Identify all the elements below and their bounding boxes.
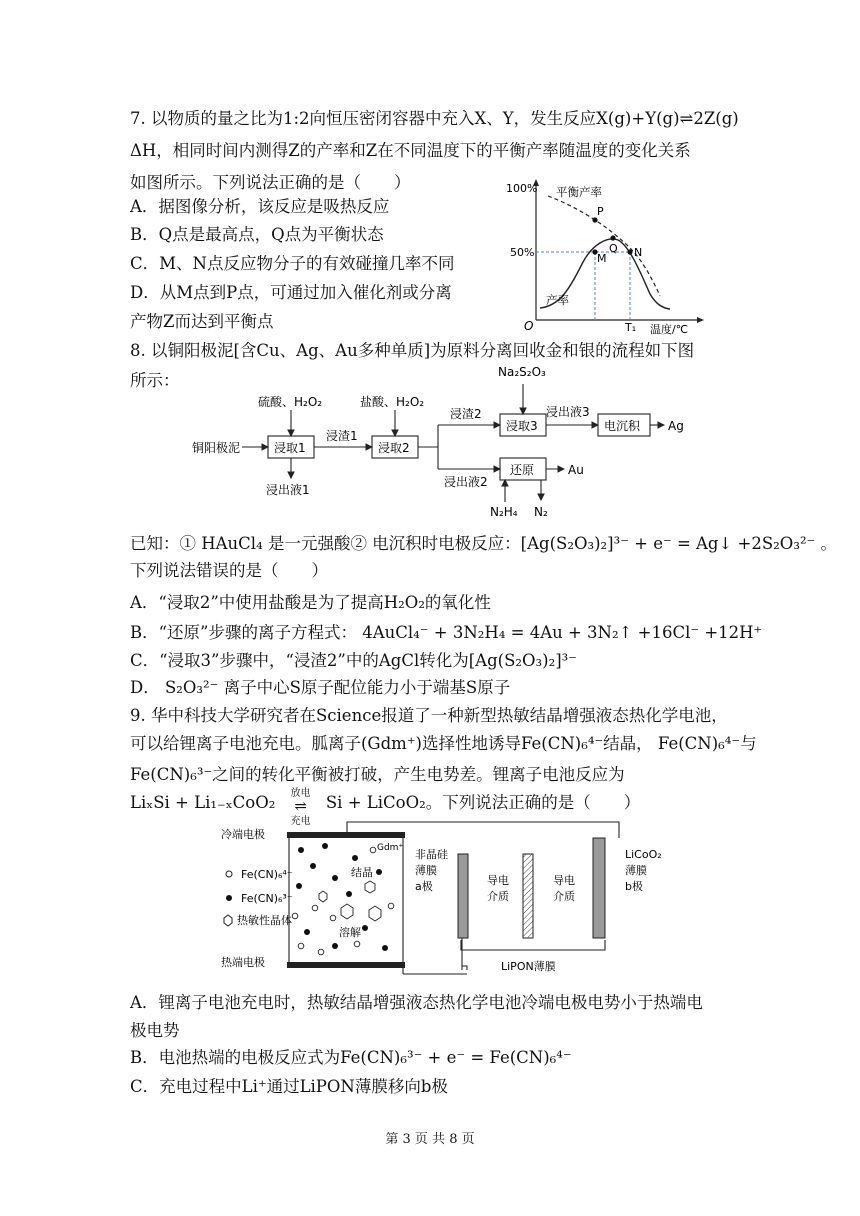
q7-option-b: B．Q点是最高点，Q点为平衡状态 xyxy=(130,225,384,244)
crystal-hexagons xyxy=(319,881,381,921)
label-box-reduce: 还原 xyxy=(510,463,535,477)
q9-reaction-left: LiₓSi + Li₁₋ₓCoO₂ xyxy=(130,793,276,812)
label-reagent1: 硫酸、H₂O₂ xyxy=(258,395,323,409)
q9-stem-line2: 可以给锂离子电池充电。胍离子(Gdm⁺)选择性地诱导Fe(CN)₆⁴⁻结晶， Fe(CN)₆⁴⁻与 xyxy=(130,734,757,753)
label-p: P xyxy=(597,205,604,218)
point-n xyxy=(627,249,632,254)
label-n: N xyxy=(634,246,643,259)
label-t1: T₁ xyxy=(625,321,637,334)
q9-battery-diagram xyxy=(215,820,685,980)
label-m: M xyxy=(597,252,607,265)
q8-stem-line2: 所示： xyxy=(130,371,180,390)
point-p xyxy=(592,217,597,222)
label-discharge: 放电 xyxy=(290,787,311,799)
label-50: 50% xyxy=(510,246,535,259)
q8-option-b: B．“还原”步骤的离子方程式： 4AuCl₄⁻ + 3N₂H₄ = 4Au + 3N₂↑ +16Cl⁻ +12H⁺ xyxy=(130,623,763,642)
cold-electrode xyxy=(287,832,405,838)
label-conductor1-line2: 介质 xyxy=(487,890,509,903)
label-temperature: 温度/℃ xyxy=(650,323,689,336)
q7-option-c: C．M、N点反应物分子的有效碰撞几率不同 xyxy=(130,254,455,273)
label-charge: 充电 xyxy=(290,815,311,827)
si-film-electrode xyxy=(458,854,468,938)
legend-crystal-icon xyxy=(224,915,232,926)
label-ag: Ag xyxy=(668,419,684,433)
q9-option-a-line2: 极电势 xyxy=(130,1021,180,1040)
q9-reaction-right: Si + LiCoO₂。下列说法正确的是（ ） xyxy=(325,793,641,812)
equilibrium-arrow-icon: ⇌ xyxy=(294,796,307,815)
label-box-leach2: 浸取2 xyxy=(378,441,410,455)
q7-stem-line1: 7. 以物质的量之比为1:2向恒压密闭容器中充入X、Y，发生反应X(g)+Y(g)⇌2Z(g) xyxy=(130,109,739,128)
q8-option-a: A．“浸取2”中使用盐酸是为了提高H₂O₂的氧化性 xyxy=(130,593,491,612)
label-100: 100% xyxy=(506,182,538,195)
legend-fe4: Fe(CN)₆⁴⁻ xyxy=(241,868,293,881)
label-co-line1: LiCoO₂ xyxy=(625,848,662,861)
q8-stem-line1: 8. 以铜阳极泥[含Cu、Ag、Au多种单质]为原料分离回收金和银的流程如下图 xyxy=(130,341,695,360)
q9-option-c: C．充电过程中Li⁺通过LiPON薄膜移向b极 xyxy=(130,1077,448,1096)
label-box-electrodeposit: 电沉积 xyxy=(604,419,641,433)
inner-wire xyxy=(461,940,605,950)
label-leachate1: 浸出液1 xyxy=(266,483,310,497)
q9-stem-line4 xyxy=(130,787,641,827)
lipon-membrane xyxy=(523,854,533,938)
label-gdm: Gdm⁺ xyxy=(377,843,404,853)
equilibrium-yield-curve xyxy=(548,196,660,296)
x-axis-arrow xyxy=(697,317,704,323)
label-au: Au xyxy=(568,463,584,477)
q7-stem-line2: ΔH，相同时间内测得Z的产率和Z在不同温度下的平衡产率随温度的变化关系 xyxy=(130,141,691,160)
label-si-line1: 非晶硅 xyxy=(415,848,448,861)
licoo2-film-electrode xyxy=(593,838,605,938)
label-anode-mud: 铜阳极泥 xyxy=(192,441,241,455)
label-na2s2o3: Na₂S₂O₃ xyxy=(498,365,546,379)
label-equilibrium-yield: 平衡产率 xyxy=(556,185,602,199)
label-q: Q xyxy=(609,242,618,255)
legend-fe4-icon xyxy=(226,871,232,877)
legend-fe3: Fe(CN)₆³⁻ xyxy=(241,892,293,905)
q9-option-b: B．电池热端的电极反应式为Fe(CN)₆³⁻ + e⁻ = Fe(CN)₆⁴⁻ xyxy=(130,1048,572,1067)
label-yield: 产率 xyxy=(546,293,569,307)
label-slag2: 浸渣2 xyxy=(450,407,482,421)
q8-known-line1: 已知：① HAuCl₄ 是一元强酸② 电沉积时电极反应：[Ag(S₂O₃)₂]³⁻ + e⁻ = Ag↓ +2S₂O₃²⁻ 。 xyxy=(130,534,838,553)
label-leachate2: 浸出液2 xyxy=(444,475,488,489)
hot-electrode xyxy=(287,962,405,968)
label-cold-electrode: 冷端电极 xyxy=(221,828,265,841)
label-origin: O xyxy=(524,319,534,333)
label-box-leach3: 浸取3 xyxy=(506,419,538,433)
label-si-line2: 薄膜 xyxy=(415,864,437,877)
q7-option-d-line1: D．从M点到P点，可通过加入催化剂或分离 xyxy=(130,283,452,302)
label-leachate3: 浸出液3 xyxy=(546,405,590,419)
q8-known-line2: 下列说法错误的是（ ） xyxy=(130,561,328,580)
label-crystallize: 结晶 xyxy=(351,866,373,879)
q7-option-a: A．据图像分析，该反应是吸热反应 xyxy=(130,197,390,216)
legend-crystal: 热敏性晶体 xyxy=(237,914,292,927)
label-conductor2-line2: 介质 xyxy=(553,890,575,903)
label-slag1: 浸渣1 xyxy=(326,429,358,443)
label-n2: N₂ xyxy=(534,505,548,519)
label-conductor2-line1: 导电 xyxy=(553,874,575,887)
label-dissolve: 溶解 xyxy=(339,926,361,939)
label-hot-electrode: 热端电极 xyxy=(221,956,265,969)
q9-stem-line3: Fe(CN)₆³⁻之间的转化平衡被打破，产生电势差。锂离子电池反应为 xyxy=(130,765,625,784)
q8-option-d: D． S₂O₃²⁻ 离子中心S原子配位能力小于端基S原子 xyxy=(130,678,511,697)
q8-option-c: C．“浸取3”步骤中，“浸渣2”中的AgCl转化为[Ag(S₂O₃)₂]³⁻ xyxy=(130,651,577,670)
q7-option-d-line2: 产物Z而达到平衡点 xyxy=(130,312,274,331)
q7-yield-temperature-graph xyxy=(500,178,710,336)
label-si-line3: a极 xyxy=(415,880,433,893)
q9-reversible-arrow xyxy=(281,787,321,827)
label-co-line2: 薄膜 xyxy=(625,864,647,877)
q7-stem-line3: 如图所示。下列说法正确的是（ ） xyxy=(130,173,411,192)
q9-option-a-line1: A．锂离子电池充电时，热敏结晶增强液态热化学电池冷端电极电势小于热端电 xyxy=(130,993,703,1012)
label-lipon: LiPON薄膜 xyxy=(501,960,556,973)
q9-stem-line1: 9. 华中科技大学研究者在Science报道了一种新型热敏结晶增强液态热化学电池， xyxy=(130,706,728,725)
point-q xyxy=(610,235,615,240)
label-reagent2: 盐酸、H₂O₂ xyxy=(360,395,425,409)
q8-flowchart xyxy=(180,360,710,520)
page-footer: 第 3 页 共 8 页 xyxy=(385,1132,475,1147)
label-box-leach1: 浸取1 xyxy=(274,441,306,455)
label-co-line3: b极 xyxy=(625,880,643,893)
label-n2h4: N₂H₄ xyxy=(490,505,518,519)
label-conductor1-line1: 导电 xyxy=(487,874,509,887)
legend-fe3-icon xyxy=(226,895,232,901)
